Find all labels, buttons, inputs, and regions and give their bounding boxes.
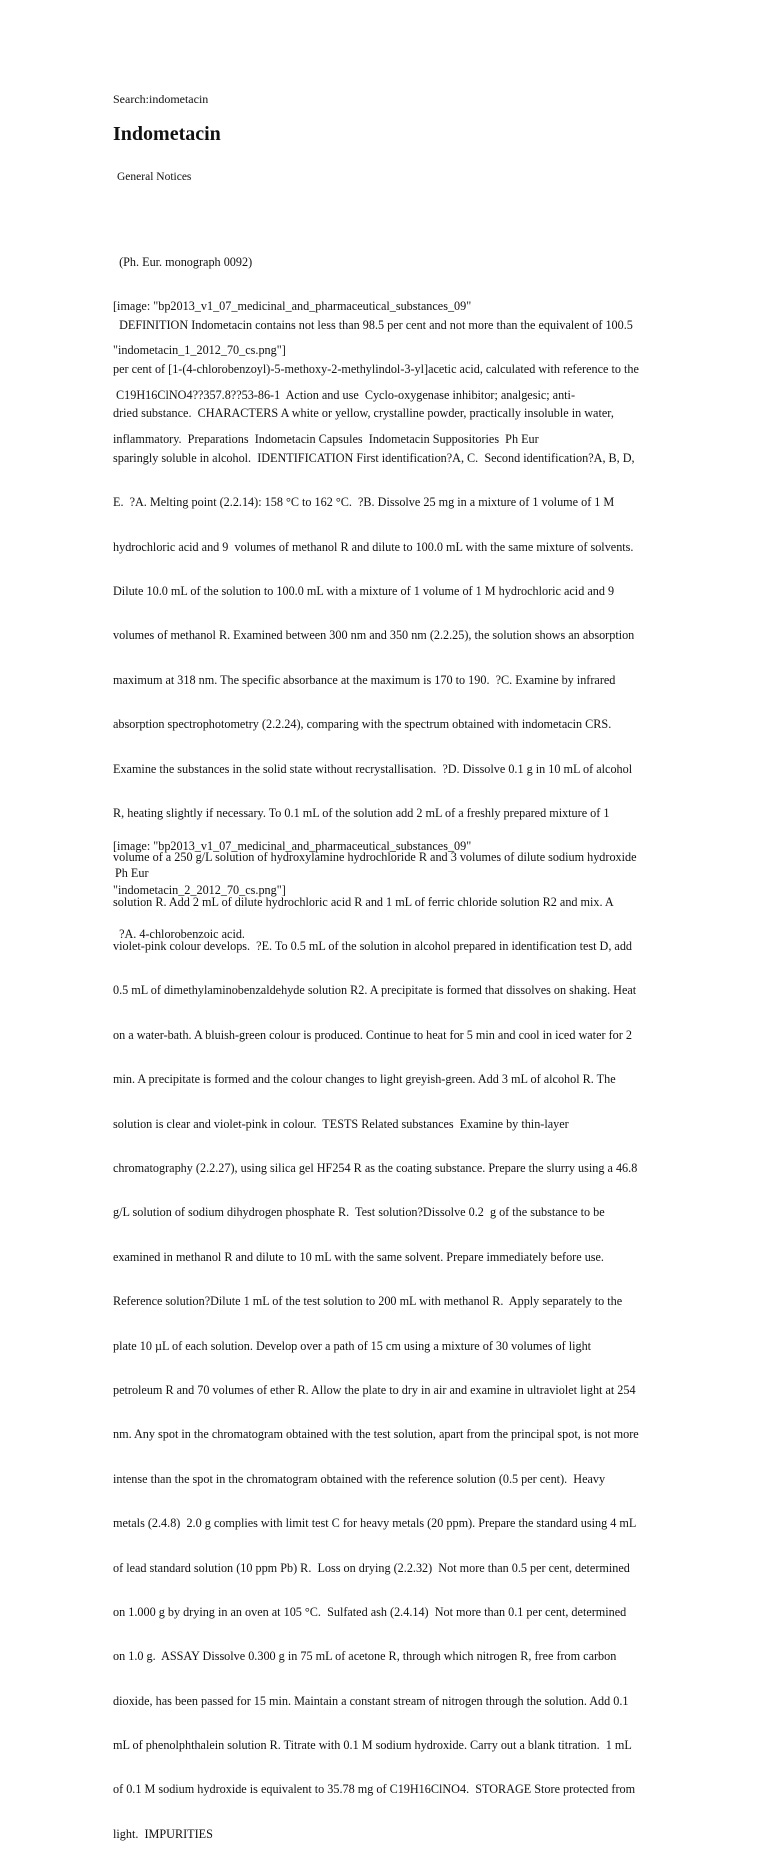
text-line: maximum at 318 nm. The specific absorbance at the maximum is 170 to 190. ?C. Examine by infrared bbox=[113, 672, 616, 687]
text-line: (Ph. Eur. monograph 0092) bbox=[113, 254, 253, 269]
text-line: petroleum R and 70 volumes of ether R. Allow the plate to dry in air and examine in ultraviolet light at 254 bbox=[113, 1382, 636, 1397]
text-line: intense than the spot in the chromatogram obtained with the reference solution (0.5 per cent). Heavy bbox=[113, 1471, 606, 1486]
text-line: ?A. 4-chlorobenzoic acid. bbox=[113, 927, 245, 942]
text-line: R, heating slightly if necessary. To 0.1 mL of the solution add 2 mL of a freshly prepared mixture of 1 bbox=[113, 805, 610, 820]
text-line: 0.5 mL of dimethylaminobenzaldehyde solution R2. A precipitate is formed that dissolves on shaking. Heat bbox=[113, 983, 637, 998]
text-line: hydrochloric acid and 9 volumes of methanol R and dilute to 100.0 mL with the same mixture of solvents. bbox=[113, 539, 634, 554]
text-line: sparingly soluble in alcohol. IDENTIFICATION First identification?A, C. Second identification?A, B, D, bbox=[113, 450, 635, 465]
text-line: of 0.1 M sodium hydroxide is equivalent to 35.78 mg of C19H16ClNO4. STORAGE Store protected from bbox=[113, 1782, 636, 1797]
search-query-text: Search:indometacin bbox=[113, 92, 209, 106]
text-line: plate 10 µL of each solution. Develop over a path of 15 cm using a mixture of 30 volumes of light bbox=[113, 1338, 592, 1353]
general-notices-label: General Notices bbox=[117, 171, 192, 183]
text-line: Examine the substances in the solid state without recrystallisation. ?D. Dissolve 0.1 g in 10 mL of alcohol bbox=[113, 761, 633, 776]
text-line: C19H16ClNO4??357.8??53-86-1 Action and use Cyclo-oxygenase inhibitor; analgesic; anti- bbox=[113, 387, 576, 402]
text-line: metals (2.4.8) 2.0 g complies with limit test C for heavy metals (20 ppm). Prepare the standard using 4 mL bbox=[113, 1516, 637, 1531]
text-line: nm. Any spot in the chromatogram obtained with the test solution, apart from the principal spot, is not more bbox=[113, 1427, 639, 1442]
footer-ph-eur: Ph Eur bbox=[115, 866, 149, 880]
text-line: dried substance. CHARACTERS A white or yellow, crystalline powder, practically insoluble in water, bbox=[113, 406, 614, 421]
text-line: on a water-bath. A bluish-green colour is produced. Continue to heat for 5 min and cool in iced water for 2 bbox=[113, 1027, 632, 1042]
text-line: chromatography (2.2.27), using silica gel HF254 R as the coating substance. Prepare the slurry using a 46.8 bbox=[113, 1161, 638, 1176]
text-line: [image: "bp2013_v1_07_medicinal_and_pharmaceutical_substances_09" bbox=[113, 298, 472, 313]
text-line: mL of phenolphthalein solution R. Titrate with 0.1 M sodium hydroxide. Carry out a blank titration. 1 mL bbox=[113, 1738, 632, 1753]
text-line: min. A precipitate is formed and the colour changes to light greyish-green. Add 3 mL of alcohol R. The bbox=[113, 1072, 616, 1087]
text-line: per cent of [1-(4-chlorobenzoyl)-5-methoxy-2-methylindol-3-yl]acetic acid, calculated with reference to the bbox=[113, 361, 639, 376]
monograph-body-block bbox=[113, 288, 658, 1871]
text-line: solution R. Add 2 mL of dilute hydrochloric acid R and 1 mL of ferric chloride solution R2 and mix. A bbox=[113, 894, 614, 909]
text-line: Reference solution?Dilute 1 mL of the test solution to 200 mL with methanol R. Apply separately to the bbox=[113, 1294, 623, 1309]
text-line: [image: "bp2013_v1_07_medicinal_and_pharmaceutical_substances_09" bbox=[113, 838, 472, 853]
text-line: on 1.000 g by drying in an oven at 105 °C. Sulfated ash (2.4.14) Not more than 0.1 per cent, determined bbox=[113, 1604, 627, 1619]
text-line: volumes of methanol R. Examined between 300 nm and 350 nm (2.2.25), the solution shows an absorption bbox=[113, 628, 635, 643]
text-line: "indometacin_2_2012_70_cs.png"] bbox=[113, 882, 286, 897]
text-line: examined in methanol R and dilute to 10 mL with the same solvent. Prepare immediately before use. bbox=[113, 1249, 604, 1264]
text-line: dioxide, has been passed for 15 min. Maintain a constant stream of nitrogen through the solution. Add 0.1 bbox=[113, 1693, 629, 1708]
text-line: of lead standard solution (10 ppm Pb) R. Loss on drying (2.2.32) Not more than 0.5 per cent, determined bbox=[113, 1560, 630, 1575]
impurities-block bbox=[113, 809, 658, 972]
text-line: inflammatory. Preparations Indometacin Capsules Indometacin Suppositories Ph Eur bbox=[113, 432, 539, 447]
text-line: Dilute 10.0 mL of the solution to 100.0 mL with a mixture of 1 volume of 1 M hydrochloric acid and 9 bbox=[113, 583, 615, 598]
page-title: Indometacin bbox=[113, 123, 221, 145]
text-line: "indometacin_1_2012_70_cs.png"] bbox=[113, 343, 286, 358]
text-line: volume of a 250 g/L solution of hydroxylamine hydrochloride R and 3 volumes of dilute sodium hydroxide bbox=[113, 850, 637, 865]
text-line: violet-pink colour develops. ?E. To 0.5 mL of the solution in alcohol prepared in identification test D, add bbox=[113, 939, 633, 954]
text-line: DEFINITION Indometacin contains not less than 98.5 per cent and not more than the equivalent of 100.5 bbox=[113, 317, 633, 332]
text-line: E. ?A. Melting point (2.2.14): 158 °C to 162 °C. ?B. Dissolve 25 mg in a mixture of 1 volume of 1 M bbox=[113, 495, 615, 510]
text-line: on 1.0 g. ASSAY Dissolve 0.300 g in 75 mL of acetone R, through which nitrogen R, free from carbon bbox=[113, 1649, 617, 1664]
text-line: g/L solution of sodium dihydrogen phosphate R. Test solution?Dissolve 0.2 g of the substance to be bbox=[113, 1205, 605, 1220]
text-line: solution is clear and violet-pink in colour. TESTS Related substances Examine by thin-layer bbox=[113, 1116, 569, 1131]
text-line: light. IMPURITIES bbox=[113, 1826, 213, 1841]
text-line: absorption spectrophotometry (2.2.24), comparing with the spectrum obtained with indometacin CRS. bbox=[113, 717, 612, 732]
